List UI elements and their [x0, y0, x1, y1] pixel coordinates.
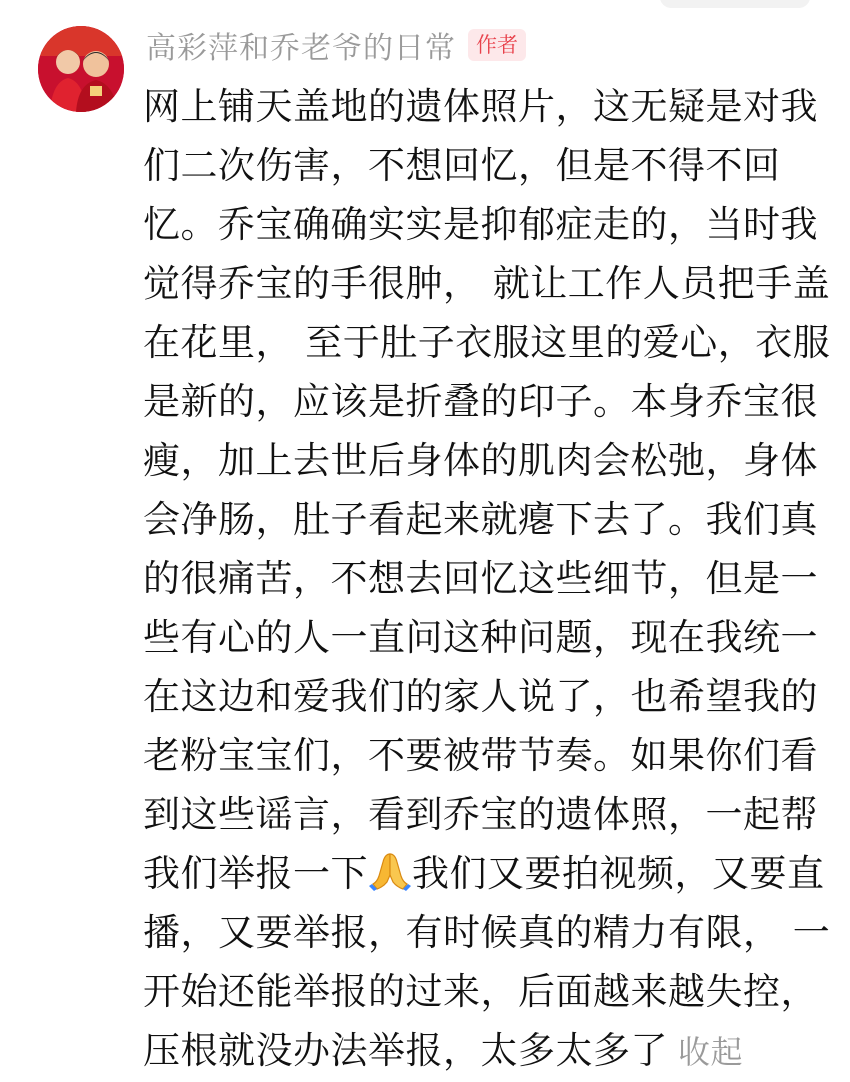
comment-last-line — [143, 1021, 803, 1080]
comment-line: 忆。乔宝确确实实是抑郁症走的，当时我 — [143, 203, 818, 246]
folded-hands-icon — [368, 848, 412, 892]
comment-line: 觉得乔宝的手很肿， 就让工作人员把手盖 — [143, 262, 831, 305]
username[interactable]: 高彩萍和乔老爷的日常 — [146, 31, 456, 66]
comment-text-segment: 我们又要拍视频，又要直 — [412, 852, 825, 895]
comment-line: 些有心的人一直问这种问题，现在我统一 — [143, 616, 818, 659]
author-badge: 作者 — [468, 29, 526, 61]
comment-line: 们二次伤害，不想回忆，但是不得不回 — [143, 144, 781, 187]
comment-line: 播，又要举报，有时候真的精力有限， 一 — [143, 911, 831, 954]
comment-line: 的很痛苦，不想去回忆这些细节，但是一 — [143, 557, 818, 600]
collapse-button[interactable]: 收起 — [678, 1033, 744, 1071]
avatar[interactable] — [38, 26, 124, 112]
comment-line: 是新的，应该是折叠的印子。本身乔宝很 — [143, 380, 818, 423]
comment-line: 会净肠，肚子看起来就瘪下去了。我们真 — [143, 498, 818, 541]
comment-body — [143, 77, 831, 1080]
comment-line: 瘦，加上去世后身体的肌肉会松弛，身体 — [143, 439, 818, 482]
comment-line: 在花里， 至于肚子衣服这里的爱心，衣服 — [143, 321, 831, 364]
comment-line: 老粉宝宝们，不要被带节奏。如果你们看 — [143, 734, 818, 777]
comment-line: 开始还能举报的过来，后面越来越失控， — [143, 970, 818, 1013]
comment-line: 网上铺天盖地的遗体照片，这无疑是对我 — [143, 85, 818, 128]
comment-text-segment: 压根就没办法举报，太多太多了 — [143, 1029, 668, 1072]
comment-text-segment: 我们举报一下 — [143, 852, 368, 895]
comment-line: 到这些谣言，看到乔宝的遗体照，一起帮 — [143, 793, 818, 836]
comment-line: 在这边和爱我们的家人说了，也希望我的 — [143, 675, 818, 718]
comment-line-with-emoji — [143, 844, 825, 903]
comment-header — [146, 20, 526, 70]
